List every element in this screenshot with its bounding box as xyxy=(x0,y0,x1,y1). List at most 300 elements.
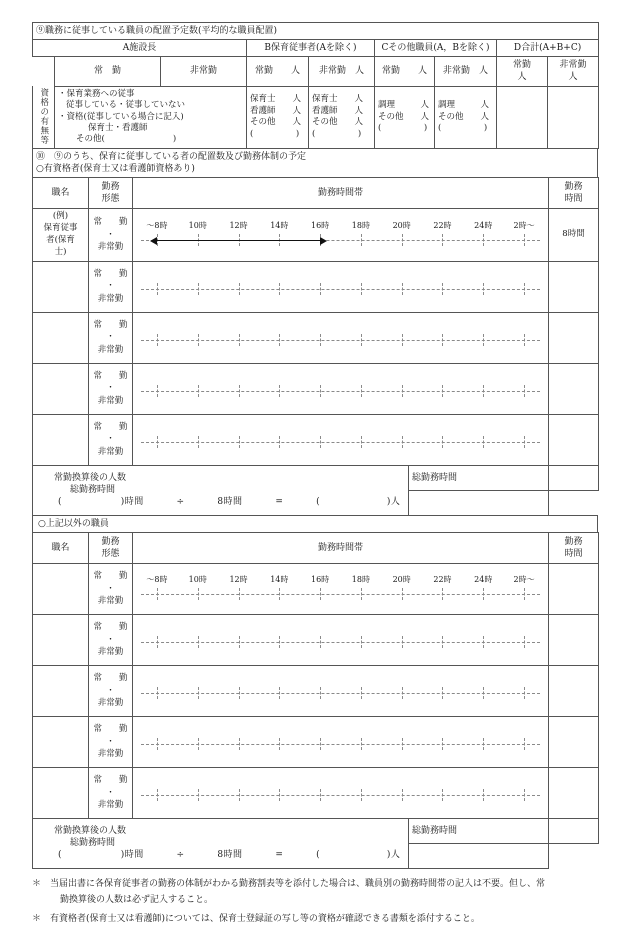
qualified-hours-1[interactable] xyxy=(549,261,599,312)
time-tick-label-3: 14時 xyxy=(270,574,289,584)
conversion-line-2: 総勤務時間 xyxy=(70,485,116,496)
other-work-type-part-1: 非常勤 xyxy=(97,647,124,658)
time-tick-mark-9 xyxy=(524,283,525,295)
qualified-hours-4[interactable] xyxy=(549,414,599,465)
time-tick-mark-5 xyxy=(361,283,362,295)
conversion-hours-unit: )時間 xyxy=(120,497,144,508)
time-tick-mark-6 xyxy=(402,789,403,801)
other-work-type-1[interactable] xyxy=(89,614,133,665)
conversion-formula xyxy=(36,496,405,508)
time-tick-mark-5 xyxy=(361,738,362,750)
time-tick-mark-9 xyxy=(524,738,525,750)
section-9-group-header-row xyxy=(33,40,599,57)
conversion-equals-sign: = xyxy=(275,497,284,508)
c-fulltime-other-paren: ( ) xyxy=(378,122,428,133)
qualified-work-type-full-3: 常 勤 xyxy=(93,370,128,381)
footnote-1-marker: ＊ xyxy=(32,878,42,889)
conversion-open-paren-2: ( xyxy=(316,497,321,508)
time-tick-mark-3 xyxy=(279,789,280,801)
other-time-tick-labels xyxy=(141,575,540,587)
column-header-work-type xyxy=(89,178,133,209)
time-tick-mark-3 xyxy=(279,738,280,750)
other-hours-4[interactable] xyxy=(549,767,599,818)
other-job-name-3[interactable] xyxy=(33,716,89,767)
qualified-time-axis-4 xyxy=(141,435,540,449)
conversion-divisor: 8時間 xyxy=(217,497,243,508)
qualified-total-hours-value[interactable] xyxy=(549,465,599,490)
time-tick-mark-3 xyxy=(279,334,280,346)
other-job-name-0[interactable] xyxy=(33,563,89,614)
qualification-row-label xyxy=(33,86,55,148)
qualified-time-axis-1 xyxy=(141,282,540,296)
qualified-row xyxy=(33,414,599,465)
other-work-type-separator-2: ・ xyxy=(106,685,115,696)
time-tick-mark-5 xyxy=(361,234,362,246)
qualified-work-type-3[interactable] xyxy=(89,363,133,414)
qualified-header-row xyxy=(33,178,599,209)
qualification-axis-spacer xyxy=(33,57,55,86)
other-time-axis-1 xyxy=(141,635,540,649)
employment-header-a-full: 常 勤 xyxy=(55,57,161,86)
other-row xyxy=(33,563,599,614)
time-tick-mark-5 xyxy=(361,636,362,648)
other-job-name-2[interactable] xyxy=(33,665,89,716)
axis-baseline xyxy=(141,442,540,443)
column-header-hours xyxy=(549,178,599,209)
time-tick-mark-7 xyxy=(442,588,443,600)
qualified-work-type-full-1: 常 勤 xyxy=(93,268,128,279)
time-tick-mark-7 xyxy=(442,687,443,699)
time-tick-mark-0 xyxy=(157,687,158,699)
b-fulltime-item-2: 看護師 人 xyxy=(250,105,302,116)
time-tick-mark-5 xyxy=(361,588,362,600)
a-qual-line-1: ・保育業務への従事 xyxy=(58,88,135,99)
qualified-work-type-part-3: 非常勤 xyxy=(97,396,124,407)
time-tick-mark-7 xyxy=(442,234,443,246)
time-tick-mark-8 xyxy=(483,283,484,295)
conversion-divide-sign: ÷ xyxy=(176,497,185,508)
time-tick-mark-0 xyxy=(157,283,158,295)
b-parttime-cell[interactable] xyxy=(309,86,375,148)
other-schedule-0 xyxy=(141,575,540,601)
time-tick-mark-4 xyxy=(320,385,321,397)
time-tick-mark-3 xyxy=(279,283,280,295)
qualified-total-hours-label: 総勤務時間 xyxy=(409,465,549,490)
other-time-band-2[interactable] xyxy=(133,665,549,716)
footnote-1-line-1: 当届出書に各保育従事者の勤務の体制がわかる勤務割表等を添付した場合は、職員別の勤務時間帯の記入は不要。但し、常 xyxy=(50,878,546,889)
qualified-job-name-1[interactable] xyxy=(33,261,89,312)
other-conversion-open-paren: ( xyxy=(58,850,63,861)
other-staff-subtitle: ○上記以外の職員 xyxy=(33,515,598,532)
time-tick-mark-8 xyxy=(483,334,484,346)
b-fulltime-item-3: その他 人 xyxy=(250,117,302,128)
time-tick-mark-9 xyxy=(524,588,525,600)
time-tick-mark-1 xyxy=(198,436,199,448)
other-time-band-1[interactable] xyxy=(133,614,549,665)
qualified-total-hours-input[interactable] xyxy=(409,490,549,515)
time-tick-mark-5 xyxy=(361,334,362,346)
time-tick-label-4: 16時 xyxy=(311,220,330,230)
footnote-2-body xyxy=(50,912,598,928)
time-tick-label-2: 12時 xyxy=(229,574,248,584)
form-page xyxy=(32,22,598,928)
other-work-type-full-3: 常 勤 xyxy=(93,723,128,734)
other-hours-0[interactable] xyxy=(549,563,599,614)
qualified-time-axis-2 xyxy=(141,333,540,347)
employment-header-d-part: 非常勤 人 xyxy=(548,57,599,86)
qualified-time-band-4[interactable] xyxy=(133,414,549,465)
qualified-time-band-3[interactable] xyxy=(133,363,549,414)
time-tick-mark-7 xyxy=(442,436,443,448)
qualified-time-axis-3 xyxy=(141,384,540,398)
time-tick-mark-0 xyxy=(157,385,158,397)
section-10-subtitle-qualified: ○有資格者(保育士又は看護師資格あり) xyxy=(36,164,195,175)
time-tick-mark-6 xyxy=(402,687,403,699)
other-conversion-hours-unit: )時間 xyxy=(120,850,144,861)
d-parttime-cell[interactable] xyxy=(548,86,599,148)
time-tick-mark-1 xyxy=(198,687,199,699)
qualified-example-row xyxy=(33,209,599,262)
time-tick-mark-2 xyxy=(239,385,240,397)
qualified-work-type-4[interactable] xyxy=(89,414,133,465)
other-work-type-3[interactable] xyxy=(89,716,133,767)
axis-baseline xyxy=(141,289,540,290)
other-schedule-2 xyxy=(141,686,540,700)
time-tick-label-8: 24時 xyxy=(474,574,493,584)
other-job-name-4[interactable] xyxy=(33,767,89,818)
other-row xyxy=(33,767,599,818)
qualification-row-label-text: 資格の有無等 xyxy=(38,88,49,146)
other-work-type-full-0: 常 勤 xyxy=(93,570,128,581)
other-row xyxy=(33,665,599,716)
time-tick-mark-7 xyxy=(442,283,443,295)
time-tick-mark-3 xyxy=(279,588,280,600)
time-tick-mark-4 xyxy=(320,687,321,699)
example-work-type-part: 非常勤 xyxy=(97,242,124,253)
c-parttime-cell[interactable] xyxy=(435,86,497,148)
b-parttime-item-3: その他 人 xyxy=(312,117,364,128)
other-hours-2[interactable] xyxy=(549,665,599,716)
time-tick-mark-4 xyxy=(320,436,321,448)
time-tick-mark-6 xyxy=(402,334,403,346)
a-qual-line-2: 従事している・従事していない xyxy=(66,100,186,111)
group-header-a: A施設長 xyxy=(33,40,247,57)
time-tick-mark-5 xyxy=(361,436,362,448)
time-tick-mark-9 xyxy=(524,334,525,346)
other-column-header-hours-line2: 時間 xyxy=(564,548,583,559)
other-work-type-separator-4: ・ xyxy=(106,787,115,798)
example-work-span-arrow xyxy=(157,240,320,241)
qualified-staff-table xyxy=(32,177,599,466)
axis-baseline xyxy=(141,642,540,643)
time-tick-label-4: 16時 xyxy=(311,574,330,584)
example-work-type-full: 常 勤 xyxy=(93,216,128,227)
other-conversion-open-paren-2: ( xyxy=(316,850,321,861)
example-work-type-cell[interactable] xyxy=(89,209,133,262)
section-10-heading-cell xyxy=(33,148,598,177)
c-parttime-other-paren: ( ) xyxy=(438,122,488,133)
other-staff-heading-table xyxy=(32,515,598,533)
example-hours-cell[interactable]: 8時間 xyxy=(549,209,599,262)
column-header-work-type-line1: 勤務 xyxy=(101,182,120,193)
a-qualification-cell[interactable] xyxy=(55,86,247,148)
time-tick-mark-6 xyxy=(402,436,403,448)
time-tick-mark-9 xyxy=(524,436,525,448)
time-tick-label-7: 22時 xyxy=(433,220,452,230)
qualified-time-band-1[interactable] xyxy=(133,261,549,312)
footnote-1-line-2: 勤換算後の人数は必ず記入すること。 xyxy=(60,894,214,905)
time-tick-mark-2 xyxy=(239,334,240,346)
other-time-axis-0 xyxy=(141,587,540,601)
qualified-schedule-4 xyxy=(141,435,540,449)
other-conversion-divisor: 8時間 xyxy=(217,850,243,861)
time-tick-mark-0 xyxy=(157,738,158,750)
d-fulltime-cell[interactable] xyxy=(497,86,548,148)
time-tick-mark-6 xyxy=(402,234,403,246)
conversion-people-unit: )人 xyxy=(386,497,401,508)
example-job-name-cell[interactable] xyxy=(33,209,89,262)
time-tick-label-6: 20時 xyxy=(392,574,411,584)
other-column-header-work-type xyxy=(89,532,133,563)
time-tick-mark-3 xyxy=(279,436,280,448)
time-tick-mark-1 xyxy=(198,385,199,397)
other-conversion-line-1: 常勤換算後の人数 xyxy=(54,826,127,837)
time-tick-mark-0 xyxy=(157,588,158,600)
column-header-hours-line1: 勤務 xyxy=(564,182,583,193)
other-work-type-full-1: 常 勤 xyxy=(93,621,128,632)
time-tick-label-0: ～8時 xyxy=(146,574,168,584)
qualified-conversion-row xyxy=(33,465,599,490)
time-tick-mark-3 xyxy=(279,687,280,699)
other-work-type-2[interactable] xyxy=(89,665,133,716)
section-9-table xyxy=(32,22,599,149)
other-column-header-hours xyxy=(549,532,599,563)
other-conversion-row xyxy=(33,818,599,843)
time-tick-mark-2 xyxy=(239,687,240,699)
other-conversion-line-2: 総勤務時間 xyxy=(70,838,116,849)
time-tick-label-1: 10時 xyxy=(188,220,207,230)
footnote-1 xyxy=(32,877,598,909)
other-work-type-0[interactable] xyxy=(89,563,133,614)
time-tick-mark-1 xyxy=(198,283,199,295)
group-header-b: B保育従事者(Aを除く) xyxy=(247,40,375,57)
example-job-name-line1: (例) xyxy=(52,211,69,222)
axis-baseline xyxy=(141,594,540,595)
time-tick-mark-1 xyxy=(198,334,199,346)
employment-header-c-part: 非常勤 人 xyxy=(435,57,497,86)
other-time-axis-3 xyxy=(141,737,540,751)
other-time-band-3[interactable] xyxy=(133,716,549,767)
time-tick-mark-8 xyxy=(483,234,484,246)
other-column-header-work-type-line2: 形態 xyxy=(101,548,120,559)
other-conversion-people-unit: )人 xyxy=(386,850,401,861)
time-tick-mark-4 xyxy=(320,334,321,346)
time-tick-label-8: 24時 xyxy=(474,220,493,230)
example-job-name-line2: 保育従事 xyxy=(43,223,78,234)
section-9-title-row xyxy=(33,23,599,40)
time-tick-mark-3 xyxy=(279,636,280,648)
axis-baseline xyxy=(141,795,540,796)
time-tick-mark-7 xyxy=(442,738,443,750)
c-parttime-item-2: その他 人 xyxy=(438,111,490,122)
c-fulltime-item-1: 調理 人 xyxy=(378,100,430,111)
time-tick-mark-6 xyxy=(402,738,403,750)
other-time-band-0[interactable] xyxy=(133,563,549,614)
other-work-type-part-0: 非常勤 xyxy=(97,596,124,607)
example-time-band-cell[interactable] xyxy=(133,209,549,262)
section-10-title: ⑩ ⑨のうち、保育に従事している者の配置数及び勤務体制の予定 xyxy=(36,151,307,162)
qualified-schedule-1 xyxy=(141,282,540,296)
qualified-row xyxy=(33,312,599,363)
time-tick-mark-2 xyxy=(239,738,240,750)
qualified-work-type-part-4: 非常勤 xyxy=(97,447,124,458)
qualified-work-type-part-2: 非常勤 xyxy=(97,345,124,356)
time-tick-mark-8 xyxy=(483,436,484,448)
qualified-work-type-part-1: 非常勤 xyxy=(97,294,124,305)
other-work-type-4[interactable] xyxy=(89,767,133,818)
axis-baseline xyxy=(141,340,540,341)
other-conversion-cell xyxy=(33,818,409,868)
axis-baseline xyxy=(141,744,540,745)
other-column-header-hours-line1: 勤務 xyxy=(564,536,583,547)
other-work-type-separator-0: ・ xyxy=(106,583,115,594)
group-header-c: Cその他職員(A，Bを除く) xyxy=(375,40,497,57)
a-qual-line-4: 保育士・看護師 xyxy=(88,122,148,133)
time-tick-mark-4 xyxy=(320,738,321,750)
employment-header-d-full: 常勤 人 xyxy=(497,57,548,86)
qualified-time-band-2[interactable] xyxy=(133,312,549,363)
time-tick-label-9: 2時～ xyxy=(513,574,535,584)
time-tick-mark-7 xyxy=(442,789,443,801)
time-tick-mark-9 xyxy=(524,636,525,648)
time-tick-mark-6 xyxy=(402,588,403,600)
other-total-hours-input[interactable] xyxy=(409,843,549,868)
other-conversion-table xyxy=(32,818,599,869)
qualified-job-name-4[interactable] xyxy=(33,414,89,465)
other-work-type-separator-1: ・ xyxy=(106,634,115,645)
other-work-type-separator-3: ・ xyxy=(106,736,115,747)
time-tick-mark-8 xyxy=(483,385,484,397)
other-work-type-part-4: 非常勤 xyxy=(97,800,124,811)
column-header-hours-line2: 時間 xyxy=(564,194,583,205)
footnote-2 xyxy=(32,912,598,928)
axis-baseline xyxy=(141,391,540,392)
time-tick-mark-6 xyxy=(402,385,403,397)
column-header-time-band: 勤務時間帯 xyxy=(133,178,549,209)
other-work-type-part-3: 非常勤 xyxy=(97,749,124,760)
footnote-2-marker: ＊ xyxy=(32,914,42,925)
qualified-work-type-separator-3: ・ xyxy=(106,383,115,394)
time-tick-mark-0 xyxy=(157,436,158,448)
b-parttime-item-2: 看護師 人 xyxy=(312,105,364,116)
time-tick-mark-8 xyxy=(483,789,484,801)
time-tick-mark-4 xyxy=(320,636,321,648)
other-row xyxy=(33,716,599,767)
qualified-job-name-3[interactable] xyxy=(33,363,89,414)
time-tick-label-3: 14時 xyxy=(270,220,289,230)
qualified-hours-3[interactable] xyxy=(549,363,599,414)
time-tick-mark-1 xyxy=(198,636,199,648)
column-header-work-type-line2: 形態 xyxy=(101,194,120,205)
column-header-job-name: 職名 xyxy=(33,178,89,209)
other-header-row xyxy=(33,532,599,563)
time-tick-mark-0 xyxy=(157,636,158,648)
employment-header-b-full: 常勤 人 xyxy=(247,57,309,86)
qualified-work-type-full-2: 常 勤 xyxy=(93,319,128,330)
time-tick-mark-5 xyxy=(361,385,362,397)
footnote-1-body xyxy=(50,877,598,909)
c-fulltime-cell[interactable] xyxy=(375,86,435,148)
other-staff-table xyxy=(32,532,599,819)
qualified-work-type-2[interactable] xyxy=(89,312,133,363)
time-tick-mark-8 xyxy=(483,636,484,648)
b-fulltime-item-1: 保育士 人 xyxy=(250,94,302,105)
time-tick-mark-2 xyxy=(239,283,240,295)
employment-header-a-part: 非常勤 xyxy=(161,57,247,86)
time-tick-mark-9 xyxy=(524,385,525,397)
b-fulltime-other-paren: ( ) xyxy=(250,128,300,139)
time-tick-label-0: ～8時 xyxy=(146,220,168,230)
other-schedule-1 xyxy=(141,635,540,649)
other-time-band-4[interactable] xyxy=(133,767,549,818)
other-conversion-equals-sign: = xyxy=(275,850,284,861)
time-tick-mark-9 xyxy=(524,234,525,246)
example-schedule xyxy=(141,221,540,247)
time-tick-mark-2 xyxy=(239,789,240,801)
time-tick-mark-2 xyxy=(239,588,240,600)
other-work-type-full-2: 常 勤 xyxy=(93,672,128,683)
time-tick-mark-1 xyxy=(198,738,199,750)
time-tick-mark-7 xyxy=(442,636,443,648)
time-tick-mark-6 xyxy=(402,636,403,648)
section-10-heading-table xyxy=(32,148,598,178)
qualified-conversion-table xyxy=(32,465,599,516)
time-tick-mark-8 xyxy=(483,588,484,600)
time-axis xyxy=(141,233,540,247)
time-tick-label-5: 18時 xyxy=(351,574,370,584)
b-fulltime-cell[interactable] xyxy=(247,86,309,148)
other-schedule-4 xyxy=(141,788,540,802)
time-tick-mark-8 xyxy=(483,738,484,750)
employment-header-b-part: 非常勤 人 xyxy=(309,57,375,86)
other-total-hours-value[interactable] xyxy=(549,818,599,843)
qualified-hours-2[interactable] xyxy=(549,312,599,363)
section-9-values-row xyxy=(33,86,599,148)
qualified-work-type-separator-2: ・ xyxy=(106,332,115,343)
qualified-work-type-separator-1: ・ xyxy=(106,281,115,292)
qualified-work-type-1[interactable] xyxy=(89,261,133,312)
other-column-header-time-band: 勤務時間帯 xyxy=(133,532,549,563)
c-parttime-item-1: 調理 人 xyxy=(438,100,490,111)
other-conversion-divide-sign: ÷ xyxy=(176,850,185,861)
a-qual-line-5: その他( ) xyxy=(76,134,177,145)
other-total-spacer xyxy=(549,843,599,868)
other-column-header-work-type-line1: 勤務 xyxy=(101,536,120,547)
qualified-total-spacer xyxy=(549,490,599,515)
c-fulltime-item-2: その他 人 xyxy=(378,111,430,122)
example-job-name-line3: 者(保育 xyxy=(46,234,75,245)
time-tick-mark-7 xyxy=(442,334,443,346)
other-row xyxy=(33,614,599,665)
time-tick-label-2: 12時 xyxy=(229,220,248,230)
time-tick-mark-5 xyxy=(361,687,362,699)
other-work-type-part-2: 非常勤 xyxy=(97,698,124,709)
qualified-row xyxy=(33,261,599,312)
qualified-job-name-2[interactable] xyxy=(33,312,89,363)
other-hours-3[interactable] xyxy=(549,716,599,767)
other-hours-1[interactable] xyxy=(549,614,599,665)
other-job-name-1[interactable] xyxy=(33,614,89,665)
